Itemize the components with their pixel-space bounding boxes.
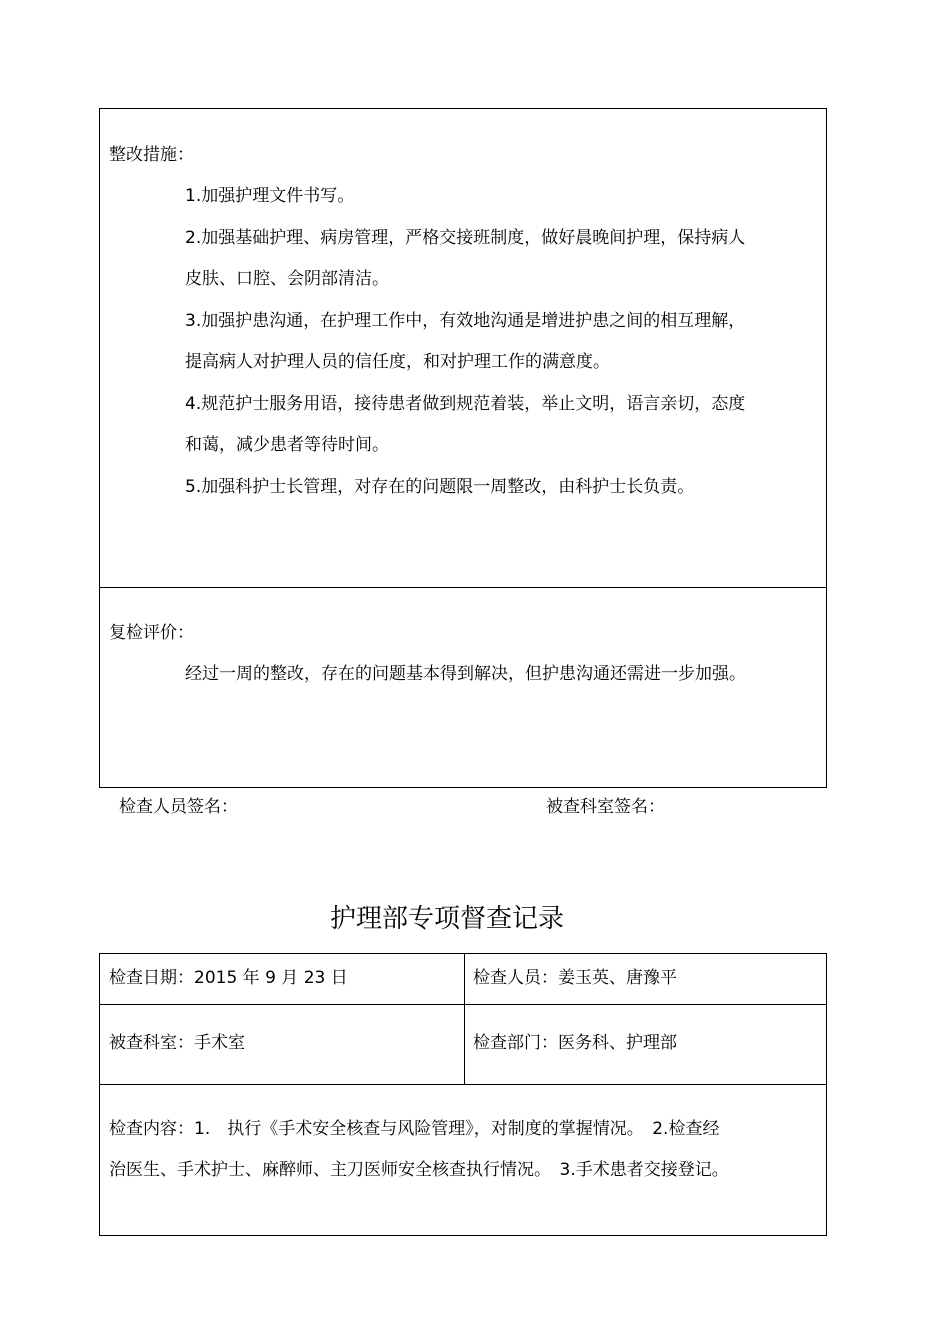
inspector-signature-label: 检查人员签名： bbox=[119, 797, 238, 817]
inspection-date: 检查日期：2015 年 9 月 23 日 bbox=[109, 968, 348, 988]
review-text: 经过一周的整改，存在的问题基本得到解决，但护患沟通还需进一步加强。 bbox=[185, 664, 746, 684]
inspection-content-line-1: 检查内容：1. 执行《手术安全核查与风险管理》，对制度的掌握情况。 2.检查经 bbox=[109, 1119, 720, 1139]
section-divider bbox=[100, 587, 826, 588]
column-divider bbox=[464, 954, 465, 1084]
rectification-heading: 整改措施： bbox=[109, 145, 194, 165]
review-heading: 复检评价： bbox=[109, 623, 194, 643]
inspection-content-line-2: 治医生、手术护士、麻醉师、主刀医师安全核查执行情况。 3.手术患者交接登记。 bbox=[109, 1160, 729, 1180]
rectification-item-4: 4.规范护士服务用语，接待患者做到规范着装，举止文明，语言亲切，态度 bbox=[185, 394, 746, 414]
rectification-item-1: 1.加强护理文件书写。 bbox=[185, 186, 355, 206]
rectification-review-box bbox=[99, 108, 827, 788]
rectification-item-3-cont: 提高病人对护理人员的信任度，和对护理工作的满意度。 bbox=[185, 352, 610, 372]
rectification-item-3: 3.加强护患沟通，在护理工作中，有效地沟通是增进护患之间的相互理解， bbox=[185, 311, 746, 331]
rectification-item-2-cont: 皮肤、口腔、会阴部清洁。 bbox=[185, 269, 389, 289]
record-title: 护理部专项督查记录 bbox=[330, 904, 565, 934]
rectification-item-2: 2.加强基础护理、病房管理，严格交接班制度，做好晨晚间护理，保持病人 bbox=[185, 228, 746, 248]
inspecting-department: 检查部门：医务科、护理部 bbox=[473, 1033, 677, 1053]
rectification-item-5: 5.加强科护士长管理，对存在的问题限一周整改，由科护士长负责。 bbox=[185, 477, 695, 497]
inspected-department: 被查科室：手术室 bbox=[109, 1033, 245, 1053]
rectification-item-4-cont: 和蔼，减少患者等待时间。 bbox=[185, 435, 389, 455]
row-divider-2 bbox=[100, 1084, 826, 1085]
record-table bbox=[99, 953, 827, 1236]
row-divider-1 bbox=[100, 1004, 826, 1005]
department-signature-label: 被查科室签名： bbox=[546, 797, 665, 817]
inspectors: 检查人员：姜玉英、唐豫平 bbox=[473, 968, 677, 988]
